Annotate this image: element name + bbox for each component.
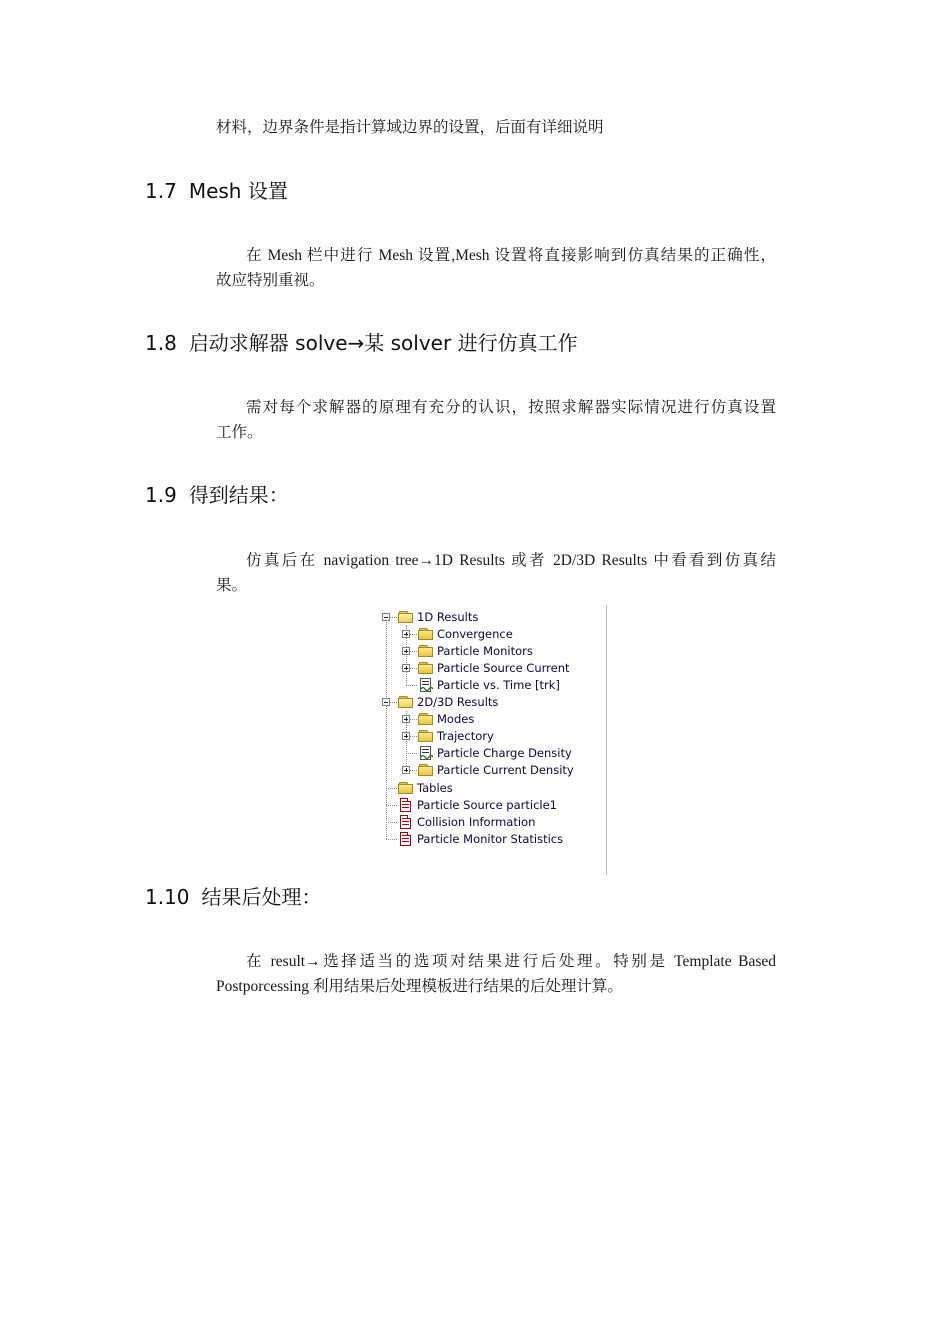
paragraph-line: Postporcessing 利用结果后处理模板进行结果的后处理计算。 <box>216 978 623 995</box>
expand-plus-icon[interactable] <box>402 630 410 638</box>
document-line <box>422 752 429 753</box>
tree-node[interactable] <box>398 796 557 813</box>
tree-connector-line <box>406 753 417 754</box>
folder-icon <box>418 729 434 743</box>
folder-body <box>398 613 413 623</box>
document-line <box>402 801 409 802</box>
tree-node-label: Particle vs. Time [trk] <box>437 677 560 692</box>
heading-number: 1.7 <box>145 179 177 203</box>
tree-node[interactable] <box>398 608 478 625</box>
heading-text: 启动求解器 solve→某 solver 进行仿真工作 <box>188 331 578 355</box>
paragraph-results <box>216 548 776 598</box>
document-line <box>402 841 409 842</box>
tree-node[interactable] <box>418 728 494 745</box>
expand-plus-icon[interactable] <box>402 647 410 655</box>
expand-plus-icon[interactable] <box>402 766 410 774</box>
folder-body <box>398 784 413 794</box>
folder-icon <box>418 644 434 658</box>
tree-node[interactable] <box>418 642 533 659</box>
folder-icon <box>418 627 434 641</box>
tree-node-label: Modes <box>437 712 475 727</box>
tree-node-label: Collision Information <box>417 814 536 829</box>
expand-plus-icon[interactable] <box>402 715 410 723</box>
folder-body <box>418 715 433 725</box>
folder-open-icon <box>398 610 414 624</box>
paragraph-line: 果。 <box>216 577 248 594</box>
tree-node[interactable] <box>418 676 560 693</box>
folder-body <box>418 664 433 674</box>
document-line <box>422 681 429 682</box>
text-document-icon <box>398 798 414 812</box>
plot-wave-path <box>421 687 433 690</box>
tree-node[interactable] <box>398 830 563 847</box>
tree-node[interactable] <box>398 813 535 830</box>
paragraph-line: 仿真后在 navigation tree→1D Results 或者 2D/3D Results 中看看到仿真结 <box>246 552 776 569</box>
heading-1-7 <box>145 178 288 204</box>
tree-node[interactable] <box>398 694 498 711</box>
tree-panel-border <box>606 605 607 875</box>
plot-wave-icon <box>421 754 433 760</box>
paragraph-line: 在 Mesh 栏中进行 Mesh 设置,Mesh 设置将直接影响到仿真结果的正确性， <box>246 247 776 264</box>
text-document-icon <box>398 815 414 829</box>
document-line <box>402 807 409 808</box>
document-line <box>402 804 409 805</box>
heading-number: 1.10 <box>145 885 190 909</box>
tree-connector-line <box>386 788 397 789</box>
tree-node-label: Particle Source Current <box>437 660 570 675</box>
tree-connector-line <box>386 805 397 806</box>
tree-node[interactable] <box>418 625 513 642</box>
paragraph-line: 在 result→选择适当的选项对结果进行后处理。特别是 Template Based <box>246 953 776 970</box>
tree-node[interactable] <box>418 762 574 779</box>
folder-icon <box>398 781 414 795</box>
tree-connector-line <box>386 822 397 823</box>
document-line <box>402 818 409 819</box>
plot-document-icon <box>418 678 434 692</box>
folder-icon <box>418 763 434 777</box>
tree-node[interactable] <box>418 659 570 676</box>
document-line <box>402 838 409 839</box>
tree-node[interactable] <box>398 779 453 796</box>
tree-node-label: 2D/3D Results <box>417 695 499 709</box>
tree-node-label: Particle Monitor Statistics <box>417 831 564 846</box>
heading-number: 1.9 <box>145 483 177 507</box>
expand-plus-icon[interactable] <box>402 664 410 672</box>
folder-icon <box>418 661 434 675</box>
paragraph-mesh <box>216 243 776 293</box>
navigation-tree-figure <box>378 605 608 875</box>
heading-1-10 <box>145 884 322 910</box>
paragraph-postprocessing <box>216 949 776 999</box>
document-line <box>402 824 409 825</box>
document-line <box>402 835 409 836</box>
collapse-minus-icon[interactable] <box>382 698 390 706</box>
paragraph-solver <box>216 395 776 445</box>
tree-node-label: Convergence <box>437 626 513 641</box>
tree-node[interactable] <box>418 711 474 728</box>
heading-1-8 <box>145 330 578 356</box>
tree-connector-line <box>406 685 417 686</box>
heading-1-9 <box>145 482 289 508</box>
tree-connector-line <box>386 839 397 840</box>
folder-body <box>418 766 433 776</box>
text-document-icon <box>398 832 414 846</box>
plot-wave-path <box>421 756 433 759</box>
heading-text: Mesh 设置 <box>188 179 288 203</box>
tree-node-label: Trajectory <box>437 729 494 744</box>
tree-node-label: Particle Charge Density <box>437 746 572 761</box>
paragraph-line: 材料，边界条件是指计算域边界的设置，后面有详细说明 <box>216 119 604 136</box>
folder-open-icon <box>398 695 414 709</box>
heading-text: 得到结果： <box>188 483 289 507</box>
folder-icon <box>418 712 434 726</box>
collapse-minus-icon[interactable] <box>382 613 390 621</box>
plot-document-icon <box>418 746 434 760</box>
heading-text: 结果后处理： <box>201 885 322 909</box>
folder-body <box>418 630 433 640</box>
folder-body <box>418 647 433 657</box>
tree-node-label: Particle Monitors <box>437 643 533 658</box>
folder-body <box>418 732 433 742</box>
plot-wave-icon <box>421 686 433 692</box>
tree-node-label: Tables <box>417 780 453 795</box>
heading-number: 1.8 <box>145 331 177 355</box>
tree-node[interactable] <box>418 745 572 762</box>
paragraph-materials <box>216 115 776 140</box>
folder-body <box>398 698 413 708</box>
document-line <box>422 684 429 685</box>
expand-plus-icon[interactable] <box>402 732 410 740</box>
document-line <box>422 749 429 750</box>
document-line <box>402 821 409 822</box>
paragraph-line: 需对每个求解器的原理有充分的认识，按照求解器实际情况进行仿真设置 <box>246 399 776 416</box>
paragraph-line: 故应特别重视。 <box>216 272 325 289</box>
tree-node-label: 1D Results <box>417 609 479 624</box>
paragraph-line: 工作。 <box>216 424 263 441</box>
tree-node-label: Particle Current Density <box>437 763 574 778</box>
tree-node-label: Particle Source particle1 <box>417 797 557 812</box>
